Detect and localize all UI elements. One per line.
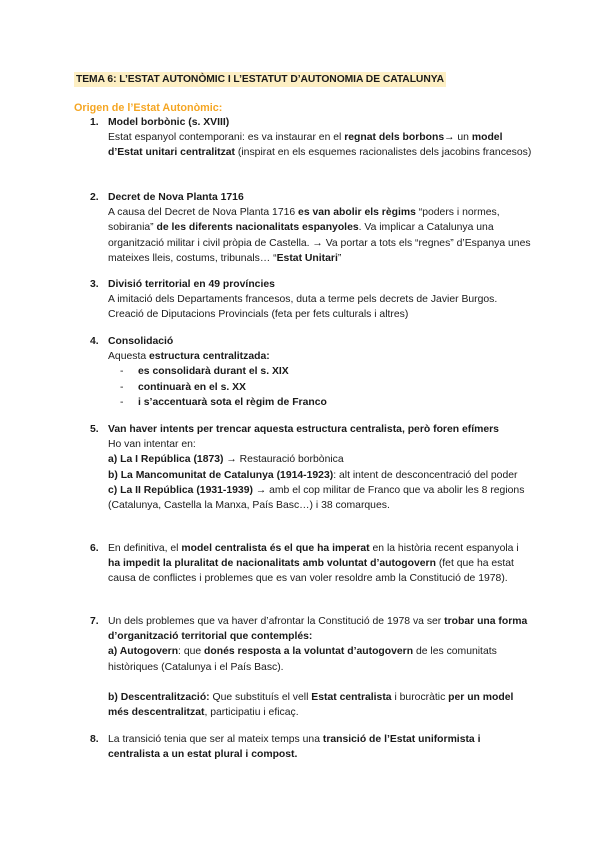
- list-item-3: [92, 277, 532, 323]
- item-paragraph: Ho van intentar en:: [108, 439, 196, 451]
- item-number: 7.: [90, 616, 99, 627]
- item-paragraph: A causa del Decret de Nova Planta 1716 es van abolir els règims “poders i normes, sobirania” de les diferents nacionalitats espanyoles. Va implicar a Catalunya una organització militar i civil pròpia de Castella. → Va portar a tots els “regnes” d’Espanya unes mateixes lleis, costums, tribunals… “Estat Unitari”: [108, 207, 531, 264]
- item-paragraph: Un dels problemes que va haver d’afrontar la Constitució de 1978 va ser trobar una forma d’organització territorial que contemplés:: [108, 616, 528, 643]
- item-heading: Decret de Nova Planta 1716: [108, 192, 244, 203]
- list-item-7: [92, 614, 532, 720]
- item-number: 8.: [90, 734, 99, 745]
- item-paragraph: a) Autogovern: que donés resposta a la voluntat d’autogovern de les comunitats històriques (Catalunya i el País Basc).: [108, 646, 497, 673]
- page-title: TEMA 6: L’ESTAT AUTONÒMIC I L’ESTATUT D’AUTONOMIA DE CATALUNYA: [74, 72, 446, 87]
- item-paragraph: a) La I República (1873) → Restauració borbònica: [108, 454, 344, 466]
- item-paragraph: A imitació dels Departaments francesos, duta a terme pels decrets de Javier Burgos. Creació de Diputacions Provincials (feta per fets culturals i altres): [108, 294, 498, 321]
- item-number: 6.: [90, 543, 99, 554]
- item-paragraph: Aquesta estructura centralitzada:: [108, 351, 270, 363]
- item-paragraph: La transició tenia que ser al mateix temps una transició de l’Estat uniformista i centralista a un estat plural i compost.: [108, 734, 481, 761]
- item-heading: Divisió territorial en 49 províncies: [108, 279, 275, 290]
- item-number: 5.: [90, 424, 99, 435]
- item-number: 1.: [90, 117, 99, 128]
- list-item-6: [92, 541, 532, 587]
- item-paragraph: Estat espanyol contemporani: es va instaurar en el regnat dels borbons→ un model d’Estat unitari centralitzat (inspirat en els esquemes racionalistes dels jacobins francesos): [108, 132, 532, 159]
- list-item-4: [92, 334, 532, 410]
- sub-bullet: - i s’accentuarà sota el règim de Franco: [120, 396, 327, 408]
- item-number: 4.: [90, 336, 99, 347]
- item-paragraph: En definitiva, el model centralista és el que ha imperat en la història recent espanyola i ha impedit la pluralitat de nacionalitats amb voluntat d’autogovern (fet que ha estat causa de conflictes i problemes que es van voler resoldre amb la Constitució de 1978).: [108, 543, 519, 585]
- item-paragraph: b) Descentralització: Que substituís el vell Estat centralista i burocràtic per un model més descentralitzat, participatiu i eficaç.: [108, 691, 514, 719]
- item-heading: Van haver intents per trencar aquesta estructura centralista, però foren efímers: [108, 424, 499, 435]
- item-heading: Consolidació: [108, 336, 174, 347]
- item-heading: Model borbònic (s. XVIII): [108, 117, 230, 128]
- item-number: 2.: [90, 192, 99, 203]
- list-item-1: [92, 115, 532, 161]
- list-item-5: [92, 422, 537, 513]
- item-paragraph: c) La II República (1931-1939) → amb el cop militar de Franco que va abolir les 8 regions (Catalunya, Castella la Manxa, País Basc…) i 38 comarques.: [108, 484, 525, 512]
- list-item-8: [92, 732, 532, 762]
- item-number: 3.: [90, 279, 99, 290]
- list-item-2: [92, 190, 532, 266]
- sub-bullet: - es consolidarà durant el s. XIX: [120, 366, 289, 378]
- sub-bullet: - continuarà en el s. XX: [120, 381, 246, 393]
- section-heading: Origen de l’Estat Autonòmic:: [74, 102, 223, 114]
- item-paragraph: b) La Mancomunitat de Catalunya (1914-1923): alt intent de desconcentració del poder: [108, 469, 518, 481]
